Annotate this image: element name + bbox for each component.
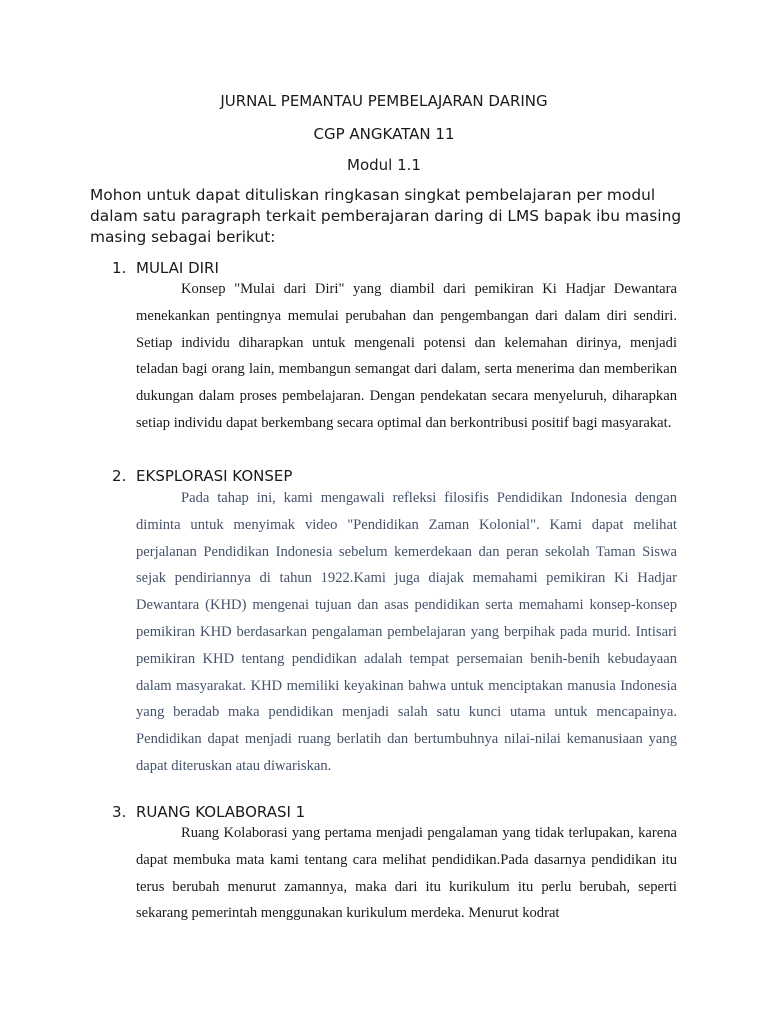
intro-paragraph: Mohon untuk dapat dituliskan ringkasan singkat pembelajaran per modul dalam satu paragraph terkait pemberajaran daring di LMS bapak ibu masing masing sebagai berikut: <box>90 186 682 246</box>
document-title: JURNAL PEMANTAU PEMBELAJARAN DARING <box>220 92 548 110</box>
section-heading-label: MULAI DIRI <box>136 259 219 277</box>
module-label: Modul 1.1 <box>347 156 421 174</box>
section-body-eksplorasi-konsep: Pada tahap ini, kami mengawali refleksi filosifis Pendidikan Indonesia dengan diminta untuk menyimak video "Pendidikan Zaman Kolonial". Kami dapat melihat perjalanan Pendidikan Indonesia sebelum kemerdekaan dan peran sekolah Taman Siswa sejak pendiriannya di tahun 1922.Kami juga diajak memahami pemikiran Ki Hadjar Dewantara (KHD) mengenai tujuan dan asas pendidikan serta memahami konsep-konsep pemikiran KHD berdasarkan pengalaman pembelajaran yang berpihak pada murid. Intisari pemikiran KHD tentang pendidikan adalah tempat persemaian benih-benih kebudayaan dalam masyarakat. KHD memiliki keyakinan bahwa untuk menciptakan manusia Indonesia yang beradab maka pendidikan menjadi salah satu kunci utama untuk mencapainya. Pendidikan dapat menjadi ruang berlatih dan bertumbuhnya nilai-nilai kemanusiaan yang dapat diteruskan atau diwariskan. <box>136 490 677 774</box>
section-number: 3. <box>112 803 127 821</box>
section-number: 2. <box>112 467 127 485</box>
section-heading-label: EKSPLORASI KONSEP <box>136 467 293 485</box>
section-body-ruang-kolaborasi: Ruang Kolaborasi yang pertama menjadi pengalaman yang tidak terlupakan, karena dapat membuka mata kami tentang cara melihat pendidikan.Pada dasarnya pendidikan itu terus berubah menurut zamannya, maka dari itu kurikulum itu perlu berubah, seperti sekarang pemerintah menggunakan kurikulum merdeka. Menurut kodrat <box>136 825 677 922</box>
section-heading-mulai-diri <box>112 258 219 278</box>
section-number: 1. <box>112 259 127 277</box>
section-heading-label: RUANG KOLABORASI 1 <box>136 803 306 821</box>
section-heading-eksplorasi-konsep <box>112 466 292 486</box>
document-subtitle: CGP ANGKATAN 11 <box>313 125 455 143</box>
section-body-mulai-diri: Konsep "Mulai dari Diri" yang diambil dari pemikiran Ki Hadjar Dewantara menekankan pentingnya memulai perubahan dan pengembangan dari dalam diri sendiri. Setiap individu diharapkan untuk mengenali potensi dan kelemahan dirinya, menjadi teladan bagi orang lain, membangun semangat dari dalam, serta menerima dan memberikan dukungan dalam proses pembelajaran. Dengan pendekatan secara menyeluruh, diharapkan setiap individu dapat berkembang secara optimal dan berkontribusi positif bagi masyarakat. <box>136 281 677 431</box>
section-heading-ruang-kolaborasi <box>112 802 305 822</box>
